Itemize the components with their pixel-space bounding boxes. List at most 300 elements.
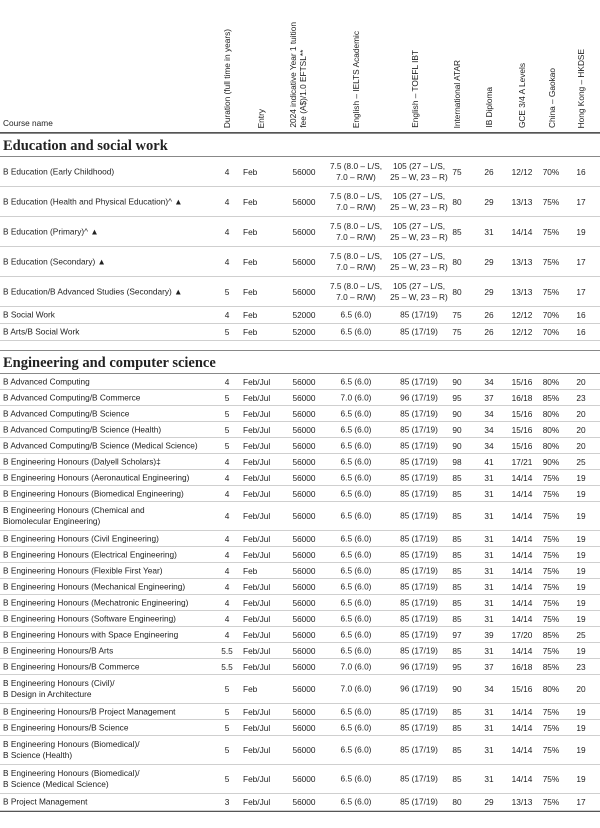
table-row — [0, 627, 600, 643]
table-row — [0, 454, 600, 470]
table-row — [0, 765, 600, 794]
ib-diploma-cell: 31 — [484, 645, 494, 656]
course-name-cell: B Engineering Honours/B Commerce — [3, 661, 140, 671]
table-row — [0, 531, 600, 547]
table-row — [0, 324, 600, 341]
ib-diploma-cell: 31 — [484, 472, 494, 483]
fee-cell: 56000 — [292, 472, 316, 483]
fee-cell: 56000 — [292, 581, 316, 592]
entry-cell: Feb/Jul — [243, 488, 271, 499]
ielts-score-cell: 7.5 (8.0 – L/S, 7.0 – R/W) — [329, 160, 383, 182]
ib-diploma-cell: 34 — [484, 376, 494, 387]
course-name-cell: B Engineering Honours (Electrical Engineering) — [3, 549, 177, 559]
hkdse-cell: 19 — [576, 226, 586, 237]
course-name-cell: B Engineering Honours (Biomedical)/ B Science (Medical Science) — [3, 768, 140, 789]
ib-diploma-cell: 31 — [484, 226, 494, 237]
toefl-score-cell: 85 (17/19) — [400, 533, 438, 543]
ielts-score-cell: 6.5 (6.0) — [340, 326, 372, 337]
table-row — [0, 720, 600, 736]
table-row — [0, 390, 600, 406]
hkdse-cell: 23 — [576, 392, 586, 403]
ielts-score-cell: 6.5 (6.0) — [340, 613, 372, 623]
toefl-score-cell: 105 (27 – L/S, 25 – W, 23 – R) — [390, 190, 448, 212]
toefl-score-cell: 85 (17/19) — [400, 424, 438, 434]
gce-a-levels-cell: 14/14 — [511, 706, 533, 717]
atar-cell: 85 — [452, 613, 462, 624]
hkdse-cell: 19 — [576, 488, 586, 499]
gce-a-levels-cell: 15/16 — [511, 684, 533, 694]
course-name-cell: B Education (Primary)^ ▲ — [3, 226, 99, 236]
hkdse-cell: 19 — [576, 613, 586, 624]
table-bottom-rule — [0, 811, 600, 812]
fee-cell: 56000 — [292, 488, 316, 499]
toefl-score-cell: 85 (17/19) — [400, 629, 438, 639]
duration-cell: 5 — [224, 774, 230, 784]
gce-a-levels-cell: 14/14 — [511, 613, 533, 624]
entry-cell: Feb/Jul — [243, 661, 271, 672]
gce-a-levels-cell: 15/16 — [511, 408, 533, 419]
duration-cell: 5.5 — [221, 661, 233, 672]
atar-cell: 90 — [452, 408, 462, 419]
duration-cell: 5 — [224, 286, 230, 297]
header-gce: GCE 3/4 A Levels — [517, 62, 527, 128]
gce-a-levels-cell: 14/14 — [511, 597, 533, 608]
gce-a-levels-cell: 14/14 — [511, 645, 533, 656]
ielts-score-cell: 6.5 (6.0) — [340, 597, 372, 607]
fee-cell: 56000 — [292, 774, 316, 784]
toefl-score-cell: 85 (17/19) — [400, 440, 438, 450]
toefl-score-cell: 85 (17/19) — [400, 456, 438, 466]
course-name-cell: B Engineering Honours with Space Engineering — [3, 629, 179, 639]
ielts-score-cell: 6.5 (6.0) — [340, 722, 372, 732]
table-header — [0, 0, 600, 133]
fee-cell: 56000 — [292, 629, 316, 640]
ielts-score-cell: 6.5 (6.0) — [340, 408, 372, 418]
hkdse-cell: 19 — [576, 774, 586, 784]
duration-cell: 5 — [224, 327, 230, 337]
duration-cell: 5.5 — [221, 645, 233, 656]
atar-cell: 85 — [452, 511, 462, 521]
ielts-score-cell: 6.5 (6.0) — [340, 456, 372, 466]
gaokao-cell: 75% — [542, 645, 560, 656]
duration-cell: 4 — [224, 629, 230, 640]
atar-cell: 80 — [452, 256, 462, 267]
gaokao-cell: 75% — [542, 745, 560, 755]
duration-cell: 5 — [224, 424, 230, 435]
toefl-score-cell: 85 (17/19) — [400, 326, 438, 337]
gaokao-cell: 75% — [542, 706, 560, 717]
ielts-score-cell: 6.5 (6.0) — [340, 376, 372, 386]
toefl-score-cell: 85 (17/19) — [400, 376, 438, 386]
course-name-cell: B Advanced Computing — [3, 376, 90, 386]
ib-diploma-cell: 29 — [484, 256, 494, 267]
ielts-score-cell: 6.5 (6.0) — [340, 510, 372, 521]
hkdse-cell: 17 — [576, 286, 586, 297]
entry-cell: Feb/Jul — [243, 706, 271, 717]
ielts-score-cell: 6.5 (6.0) — [340, 581, 372, 591]
ielts-score-cell: 6.5 (6.0) — [340, 424, 372, 434]
atar-cell: 75 — [452, 166, 462, 177]
gaokao-cell: 80% — [542, 684, 560, 694]
gaokao-cell: 85% — [542, 629, 560, 640]
ib-diploma-cell: 37 — [484, 661, 494, 672]
ielts-score-cell: 7.0 (6.0) — [340, 392, 372, 402]
hkdse-cell: 19 — [576, 565, 586, 576]
duration-cell: 5 — [224, 392, 230, 403]
ib-diploma-cell: 31 — [484, 745, 494, 755]
hkdse-cell: 20 — [576, 376, 586, 387]
duration-cell: 4 — [224, 511, 230, 521]
hkdse-cell: 16 — [576, 310, 586, 320]
fee-cell: 52000 — [292, 310, 316, 320]
hkdse-cell: 19 — [576, 581, 586, 592]
duration-cell: 4 — [224, 196, 230, 207]
course-name-cell: B Engineering Honours (Mechanical Engineering) — [3, 581, 186, 591]
ielts-score-cell: 6.5 (6.0) — [340, 629, 372, 639]
ielts-score-cell: 6.5 (6.0) — [340, 796, 372, 807]
table-row — [0, 438, 600, 454]
gaokao-cell: 75% — [542, 226, 560, 237]
toefl-score-cell: 85 (17/19) — [400, 472, 438, 482]
header-hkdse: Hong Kong – HKDSE — [576, 48, 586, 128]
entry-cell: Feb — [243, 286, 258, 297]
toefl-score-cell: 85 (17/19) — [400, 597, 438, 607]
gce-a-levels-cell: 14/14 — [511, 549, 533, 560]
entry-cell: Feb/Jul — [243, 424, 271, 435]
fee-cell: 56000 — [292, 745, 316, 755]
hkdse-cell: 17 — [576, 196, 586, 207]
hkdse-cell: 19 — [576, 722, 586, 733]
duration-cell: 5 — [224, 408, 230, 419]
atar-cell: 90 — [452, 684, 462, 694]
atar-cell: 85 — [452, 565, 462, 576]
toefl-score-cell: 85 (17/19) — [400, 706, 438, 716]
entry-cell: Feb — [243, 256, 258, 267]
fee-cell: 56000 — [292, 166, 316, 177]
fee-cell: 52000 — [292, 327, 316, 337]
toefl-score-cell: 85 (17/19) — [400, 581, 438, 591]
header-toefl: English – TOEFL IBT — [410, 50, 420, 128]
course-name-cell: B Engineering Honours (Biomedical)/ B Science (Health) — [3, 739, 140, 760]
course-name-cell: B Engineering Honours (Dalyell Scholars)‡ — [3, 456, 161, 466]
table-row — [0, 563, 600, 579]
gce-a-levels-cell: 14/14 — [511, 565, 533, 576]
gaokao-cell: 85% — [542, 661, 560, 672]
atar-cell: 85 — [452, 488, 462, 499]
ib-diploma-cell: 26 — [484, 310, 494, 320]
gaokao-cell: 75% — [542, 597, 560, 608]
toefl-score-cell: 85 (17/19) — [400, 510, 438, 521]
fee-cell: 56000 — [292, 286, 316, 297]
duration-cell: 3 — [224, 797, 230, 807]
course-name-cell: B Engineering Honours/B Project Management — [3, 706, 176, 716]
duration-cell: 4 — [224, 256, 230, 267]
gaokao-cell: 75% — [542, 549, 560, 560]
toefl-score-cell: 105 (27 – L/S, 25 – W, 23 – R) — [390, 220, 448, 242]
fee-cell: 56000 — [292, 533, 316, 544]
gaokao-cell: 80% — [542, 440, 560, 451]
atar-cell: 85 — [452, 774, 462, 784]
atar-cell: 85 — [452, 581, 462, 592]
course-name-cell: B Education/B Advanced Studies (Secondary) ▲ — [3, 286, 183, 296]
ielts-score-cell: 6.5 (6.0) — [340, 440, 372, 450]
atar-cell: 75 — [452, 327, 462, 337]
hkdse-cell: 19 — [576, 745, 586, 755]
atar-cell: 85 — [452, 722, 462, 733]
toefl-score-cell: 85 (17/19) — [400, 549, 438, 559]
fee-cell: 56000 — [292, 706, 316, 717]
gaokao-cell: 80% — [542, 424, 560, 435]
duration-cell: 4 — [224, 581, 230, 592]
entry-cell: Feb/Jul — [243, 745, 271, 755]
course-name-cell: B Engineering Honours (Aeronautical Engineering) — [3, 472, 190, 482]
course-name-cell: B Engineering Honours (Civil Engineering) — [3, 533, 159, 543]
gaokao-cell: 85% — [542, 392, 560, 403]
gaokao-cell: 75% — [542, 256, 560, 267]
hkdse-cell: 19 — [576, 511, 586, 521]
gce-a-levels-cell: 15/16 — [511, 440, 533, 451]
section-title: Engineering and computer science — [3, 355, 216, 371]
course-name-cell: B Education (Secondary) ▲ — [3, 256, 106, 266]
entry-cell: Feb/Jul — [243, 645, 271, 656]
gaokao-cell: 70% — [542, 166, 560, 177]
gce-a-levels-cell: 14/14 — [511, 511, 533, 521]
gce-a-levels-cell: 15/16 — [511, 424, 533, 435]
gaokao-cell: 75% — [542, 613, 560, 624]
fee-cell: 56000 — [292, 226, 316, 237]
ielts-score-cell: 6.5 (6.0) — [340, 645, 372, 655]
gce-a-levels-cell: 14/14 — [511, 533, 533, 544]
gaokao-cell: 80% — [542, 408, 560, 419]
course-name-cell: B Engineering Honours (Chemical and Biomolecular Engineering) — [3, 505, 145, 526]
gce-a-levels-cell: 14/14 — [511, 774, 533, 784]
ib-diploma-cell: 39 — [484, 629, 494, 640]
table-row — [0, 157, 600, 187]
toefl-score-cell: 85 (17/19) — [400, 773, 438, 784]
duration-cell: 4 — [224, 376, 230, 387]
header-course-name: Course name — [3, 118, 53, 128]
entry-cell: Feb/Jul — [243, 392, 271, 403]
entry-cell: Feb — [243, 684, 258, 694]
fee-cell: 56000 — [292, 392, 316, 403]
header-ielts: English – IELTS Academic — [351, 30, 361, 128]
header-gaokao: China – Gaokao — [547, 68, 557, 128]
hkdse-cell: 16 — [576, 166, 586, 177]
entry-cell: Feb/Jul — [243, 797, 271, 807]
duration-cell: 4 — [224, 533, 230, 544]
table-body — [0, 133, 600, 812]
entry-cell: Feb/Jul — [243, 629, 271, 640]
gaokao-cell: 70% — [542, 310, 560, 320]
hkdse-cell: 25 — [576, 456, 586, 467]
gce-a-levels-cell: 16/18 — [511, 392, 533, 403]
ib-diploma-cell: 31 — [484, 533, 494, 544]
table-row — [0, 643, 600, 659]
ib-diploma-cell: 37 — [484, 392, 494, 403]
ib-diploma-cell: 41 — [484, 456, 494, 467]
entry-cell: Feb/Jul — [243, 613, 271, 624]
atar-cell: 90 — [452, 424, 462, 435]
header-atar: International ATAR — [452, 59, 462, 128]
ielts-score-cell: 6.5 (6.0) — [340, 488, 372, 498]
course-name-cell: B Engineering Honours (Flexible First Year) — [3, 565, 163, 575]
atar-cell: 85 — [452, 533, 462, 544]
gce-a-levels-cell: 12/12 — [511, 166, 533, 177]
ib-diploma-cell: 31 — [484, 613, 494, 624]
ib-diploma-cell: 29 — [484, 797, 494, 807]
gaokao-cell: 80% — [542, 376, 560, 387]
duration-cell: 4 — [224, 166, 230, 177]
gce-a-levels-cell: 14/14 — [511, 472, 533, 483]
table-row — [0, 277, 600, 307]
duration-cell: 5 — [224, 706, 230, 717]
gaokao-cell: 75% — [542, 533, 560, 544]
fee-cell: 56000 — [292, 645, 316, 656]
ielts-score-cell: 6.5 (6.0) — [340, 549, 372, 559]
duration-cell: 4 — [224, 310, 230, 320]
fee-cell: 56000 — [292, 549, 316, 560]
gaokao-cell: 75% — [542, 565, 560, 576]
hkdse-cell: 25 — [576, 629, 586, 640]
toefl-score-cell: 85 (17/19) — [400, 796, 438, 807]
ib-diploma-cell: 31 — [484, 774, 494, 784]
entry-cell: Feb/Jul — [243, 581, 271, 592]
table-row — [0, 307, 600, 324]
gaokao-cell: 90% — [542, 456, 560, 467]
fee-cell: 56000 — [292, 613, 316, 624]
ib-diploma-cell: 31 — [484, 706, 494, 717]
fee-cell: 56000 — [292, 661, 316, 672]
toefl-score-cell: 105 (27 – L/S, 25 – W, 23 – R) — [390, 280, 448, 302]
entry-cell: Feb — [243, 226, 258, 237]
table-row — [0, 486, 600, 502]
entry-cell: Feb/Jul — [243, 533, 271, 544]
duration-cell: 4 — [224, 549, 230, 560]
course-name-cell: B Engineering Honours (Civil)/ B Design in Architecture — [3, 678, 115, 699]
duration-cell: 4 — [224, 597, 230, 608]
entry-cell: Feb — [243, 196, 258, 207]
course-name-cell: B Engineering Honours (Biomedical Engineering) — [3, 488, 184, 498]
gce-a-levels-cell: 17/21 — [511, 456, 533, 467]
atar-cell: 95 — [452, 392, 462, 403]
gaokao-cell: 75% — [542, 797, 560, 807]
gce-a-levels-cell: 14/14 — [511, 226, 533, 237]
toefl-score-cell: 96 (17/19) — [400, 661, 438, 671]
gce-a-levels-cell: 13/13 — [511, 286, 533, 297]
ib-diploma-cell: 31 — [484, 549, 494, 560]
atar-cell: 85 — [452, 472, 462, 483]
table-row — [0, 736, 600, 765]
fee-cell: 56000 — [292, 376, 316, 387]
entry-cell: Feb — [243, 166, 258, 177]
duration-cell: 5 — [224, 745, 230, 755]
course-name-cell: B Project Management — [3, 796, 88, 807]
ib-diploma-cell: 29 — [484, 286, 494, 297]
hkdse-cell: 19 — [576, 597, 586, 608]
fee-cell: 56000 — [292, 597, 316, 608]
ib-diploma-cell: 29 — [484, 196, 494, 207]
duration-cell: 4 — [224, 226, 230, 237]
ielts-score-cell: 7.0 (6.0) — [340, 683, 372, 694]
hkdse-cell: 20 — [576, 408, 586, 419]
fee-cell: 56000 — [292, 797, 316, 807]
entry-cell: Feb/Jul — [243, 597, 271, 608]
duration-cell: 4 — [224, 472, 230, 483]
gaokao-cell: 75% — [542, 722, 560, 733]
gaokao-cell: 75% — [542, 511, 560, 521]
section — [0, 341, 600, 811]
gce-a-levels-cell: 14/14 — [511, 722, 533, 733]
ib-diploma-cell: 31 — [484, 488, 494, 499]
course-name-cell: B Engineering Honours (Software Engineering) — [3, 613, 176, 623]
fee-cell: 56000 — [292, 722, 316, 733]
duration-cell: 5 — [224, 722, 230, 733]
hkdse-cell: 19 — [576, 645, 586, 656]
table-row — [0, 374, 600, 390]
hkdse-cell: 16 — [576, 327, 586, 337]
toefl-score-cell: 105 (27 – L/S, 25 – W, 23 – R) — [390, 250, 448, 272]
course-name-cell: B Engineering Honours/B Arts — [3, 645, 114, 655]
gce-a-levels-cell: 16/18 — [511, 661, 533, 672]
atar-cell: 85 — [452, 645, 462, 656]
table-row — [0, 406, 600, 422]
entry-cell: Feb/Jul — [243, 440, 271, 451]
gce-a-levels-cell: 13/13 — [511, 797, 533, 807]
ib-diploma-cell: 26 — [484, 166, 494, 177]
course-name-cell: B Education (Early Childhood) — [3, 166, 115, 176]
table-row — [0, 595, 600, 611]
ielts-score-cell: 6.5 (6.0) — [340, 565, 372, 575]
atar-cell: 85 — [452, 706, 462, 717]
ib-diploma-cell: 34 — [484, 424, 494, 435]
gce-a-levels-cell: 12/12 — [511, 327, 533, 337]
atar-cell: 97 — [452, 629, 462, 640]
toefl-score-cell: 85 (17/19) — [400, 408, 438, 418]
toefl-score-cell: 85 (17/19) — [400, 722, 438, 732]
duration-cell: 4 — [224, 456, 230, 467]
hkdse-cell: 20 — [576, 440, 586, 451]
header-entry: Entry — [256, 108, 266, 128]
section-title: Education and social work — [3, 138, 168, 154]
ielts-score-cell: 7.5 (8.0 – L/S, 7.0 – R/W) — [329, 190, 383, 212]
fee-cell: 56000 — [292, 256, 316, 267]
gaokao-cell: 75% — [542, 472, 560, 483]
entry-cell: Feb/Jul — [243, 774, 271, 784]
table-row — [0, 659, 600, 675]
fee-cell: 56000 — [292, 684, 316, 694]
fee-cell: 56000 — [292, 196, 316, 207]
table-row — [0, 704, 600, 720]
table-row — [0, 187, 600, 217]
gce-a-levels-cell: 12/12 — [511, 310, 533, 320]
ib-diploma-cell: 26 — [484, 327, 494, 337]
ib-diploma-cell: 31 — [484, 722, 494, 733]
atar-cell: 75 — [452, 310, 462, 320]
entry-cell: Feb — [243, 565, 258, 576]
atar-cell: 80 — [452, 797, 462, 807]
ib-diploma-cell: 34 — [484, 408, 494, 419]
ielts-score-cell: 6.5 (6.0) — [340, 706, 372, 716]
toefl-score-cell: 85 (17/19) — [400, 565, 438, 575]
hkdse-cell: 17 — [576, 797, 586, 807]
atar-cell: 85 — [452, 597, 462, 608]
entry-cell: Feb/Jul — [243, 408, 271, 419]
course-name-cell: B Education (Health and Physical Education)^ ▲ — [3, 196, 183, 206]
ielts-score-cell: 7.5 (8.0 – L/S, 7.0 – R/W) — [329, 220, 383, 242]
toefl-score-cell: 85 (17/19) — [400, 744, 438, 755]
header-duration: Duration (full time in years) — [222, 28, 232, 128]
gaokao-cell: 75% — [542, 774, 560, 784]
